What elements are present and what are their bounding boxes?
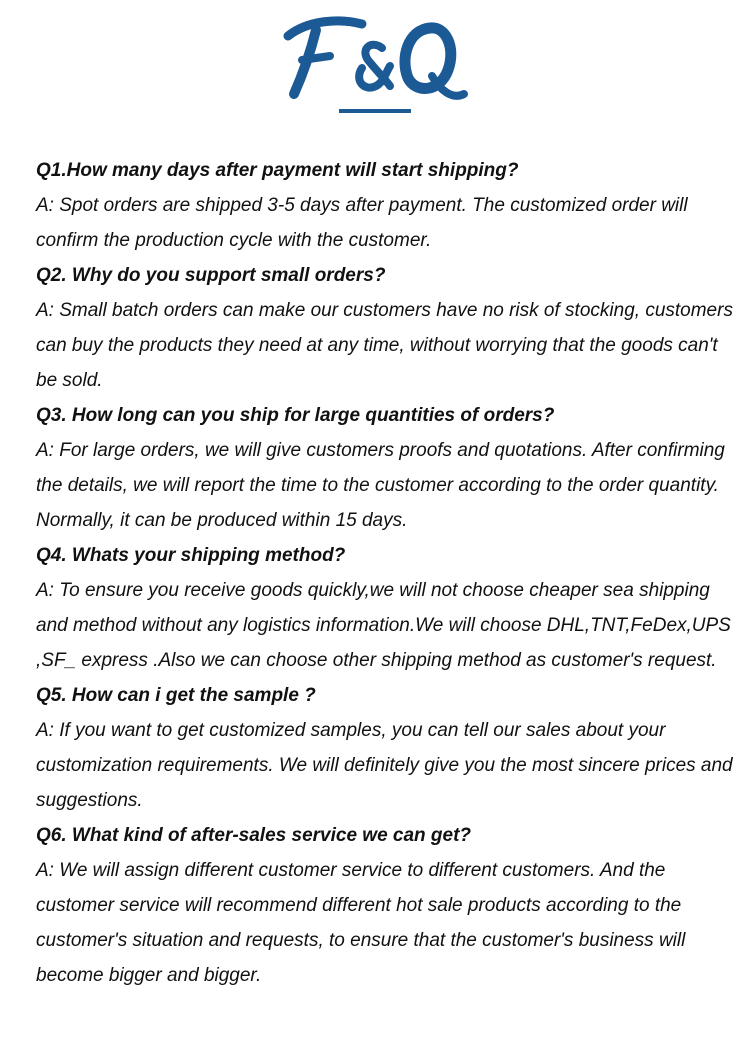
faq-answer: A: Spot orders are shipped 3-5 days after payment. The customized order will confirm the production cycle with the customer. xyxy=(36,195,688,251)
faq-item-3 xyxy=(36,398,736,538)
faq-question: Q4. Whats your shipping method? xyxy=(36,545,346,566)
faq-item-5 xyxy=(36,678,736,818)
faq-question: Q5. How can i get the sample ? xyxy=(36,685,316,706)
faq-answer: A: Small batch orders can make our customers have no risk of stocking, customers can buy the products they need at any time, without worrying that the goods can't be sold. xyxy=(36,300,733,391)
faq-question: Q2. Why do you support small orders? xyxy=(36,265,386,286)
faq-item-2 xyxy=(36,258,736,398)
faq-answer: A: We will assign different customer service to different customers. And the customer service will recommend different hot sale products according to the customer's situation and requests, to ensure that the customer's business will become bigger and bigger. xyxy=(36,860,686,986)
faq-list xyxy=(36,153,736,993)
faq-answer: A: For large orders, we will give customers proofs and quotations. After confirming the details, we will report the time to the customer according to the order quantity. Normally, it can be produced within 15 days. xyxy=(36,440,725,531)
faq-question: Q6. What kind of after-sales service we can get? xyxy=(36,825,472,846)
faq-answer: A: To ensure you receive goods quickly,we will not choose cheaper sea shipping and method without any logistics information.We will choose DHL,TNT,FeDex,UPS ,SF_ express .Also we can choose other shipping method as customer's request. xyxy=(36,580,731,671)
faq-question: Q3. How long can you ship for large quantities of orders? xyxy=(36,405,555,426)
faq-item-6 xyxy=(36,818,736,993)
fq-logo xyxy=(280,14,470,106)
page-header xyxy=(0,0,750,130)
faq-answer: A: If you want to get customized samples, you can tell our sales about your customization requirements. We will definitely give you the most sincere prices and suggestions. xyxy=(36,720,733,811)
faq-item-4 xyxy=(36,538,736,678)
faq-question: Q1.How many days after payment will start shipping? xyxy=(36,160,519,181)
logo-underline xyxy=(339,109,411,113)
faq-item-1 xyxy=(36,153,736,258)
